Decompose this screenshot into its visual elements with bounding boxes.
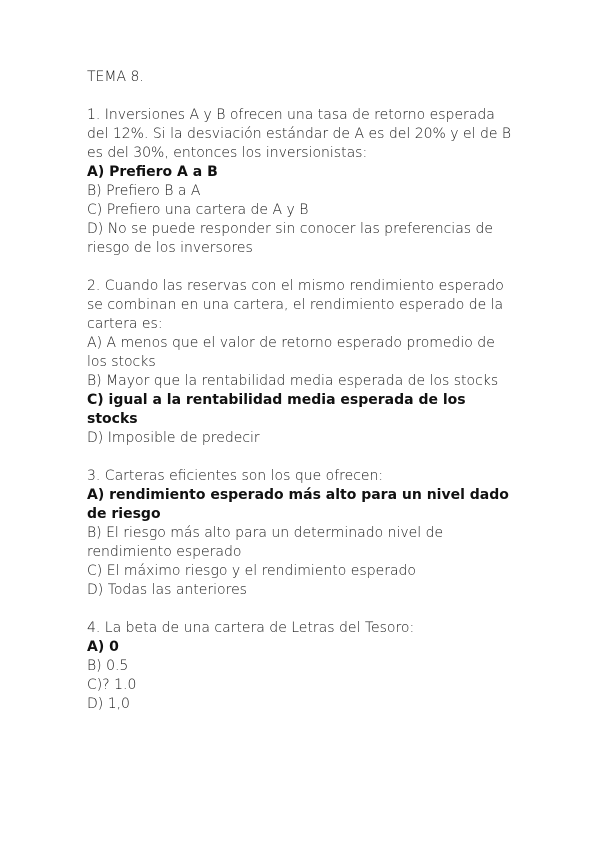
answer-option-b: B) Mayor que la rentabilidad media esperada de los stocks <box>87 373 499 389</box>
answer-option-a: A) A menos que el valor de retorno esperado promedio de los stocks <box>87 335 495 370</box>
document-title: TEMA 8. <box>87 69 144 85</box>
answer-option-d: D) Imposible de predecir <box>87 430 260 446</box>
document-page <box>87 68 517 733</box>
answer-option-c: C) El máximo riesgo y el rendimiento esperado <box>87 563 416 579</box>
answer-option-c: C) igual a la rentabilidad media esperada de los stocks <box>87 392 466 427</box>
answer-option-a: A) 0 <box>87 639 119 655</box>
question-text: 1. Inversiones A y B ofrecen una tasa de retorno esperada del 12%. Si la desviación estándar de A es del 20% y el de B es del 30%, entonces los inversionistas: <box>87 107 512 161</box>
question-3 <box>87 467 517 600</box>
question-text: 4. La beta de una cartera de Letras del Tesoro: <box>87 620 415 636</box>
question-text: 2. Cuando las reservas con el mismo rendimiento esperado se combinan en una cartera, el rendimiento esperado de la cartera es: <box>87 278 504 332</box>
answer-option-b: B) 0.5 <box>87 658 129 674</box>
answer-option-b: B) Prefiero B a A <box>87 183 201 199</box>
question-2 <box>87 277 517 448</box>
answer-option-b: B) El riesgo más alto para un determinado nivel de rendimiento esperado <box>87 525 444 560</box>
question-1 <box>87 106 517 258</box>
answer-option-a: A) Prefiero A a B <box>87 164 218 180</box>
answer-option-d: D) Todas las anteriores <box>87 582 247 598</box>
question-text: 3. Carteras eficientes son los que ofrecen: <box>87 468 384 484</box>
answer-option-d: D) No se puede responder sin conocer las preferencias de riesgo de los inversores <box>87 221 494 256</box>
question-4 <box>87 619 517 714</box>
answer-option-a: A) rendimiento esperado más alto para un nivel dado de riesgo <box>87 487 509 522</box>
answer-option-d: D) 1,0 <box>87 696 130 712</box>
answer-option-c: C) Prefiero una cartera de A y B <box>87 202 309 218</box>
answer-option-c: C)? 1.0 <box>87 677 137 693</box>
